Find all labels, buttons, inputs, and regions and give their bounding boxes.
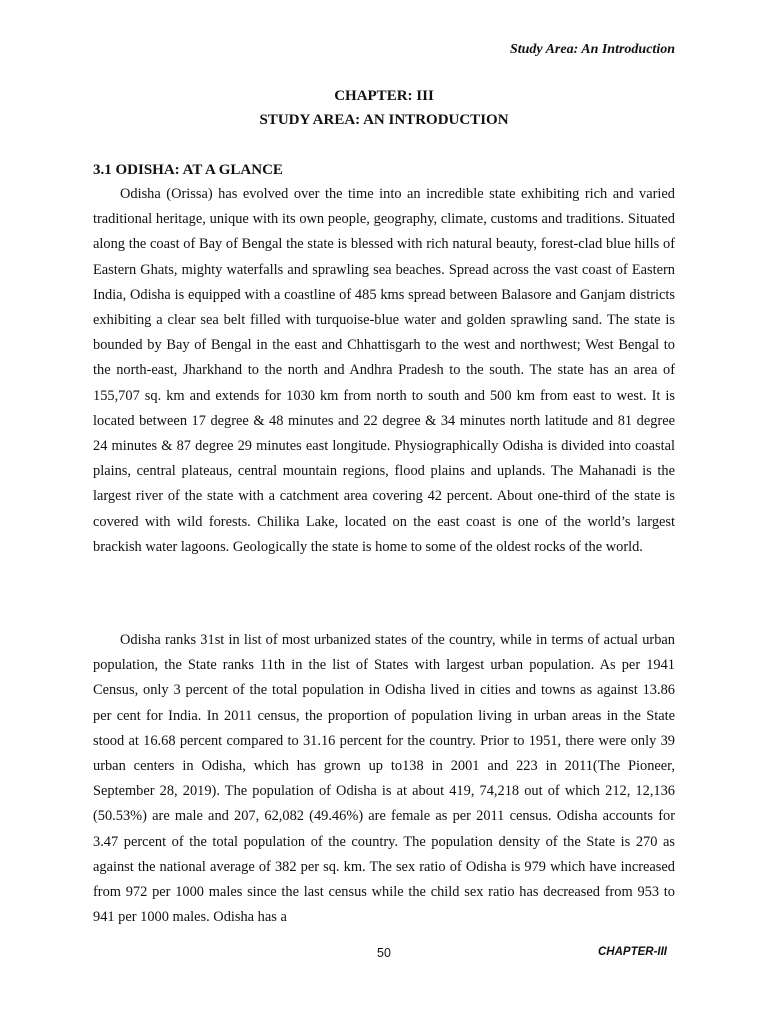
body-paragraph-2: Odisha ranks 31st in list of most urbanized states of the country, while in terms of actual urban population, the State ranks 11th in the list of States with largest urban population. As per 1941 Census, only 3 percent of the total population in Odisha lived in cities and towns as against 13.86 per cent for India. In 2011 census, the proportion of population living in urban areas in the State stood at 16.68 percent compared to 31.16 percent for the country. Prior to 1951, there were only 39 urban centers in Odisha, which has grown up to138 in 2001 and 223 in 2011(The Pioneer, September 28, 2019). The population of Odisha is at about 419, 74,218 out of which 212, 12,136 (50.53%) are male and 207, 62,082 (49.46%) are female as per 2011 census. Odisha accounts for 3.47 percent of the total population of the country. The population density of the State is 270 as against the national average of 382 per sq. km. The sex ratio of Odisha is 979 which have increased from 972 per 1000 males since the last census while the child sex ratio has decreased from 953 to 941 per 1000 males. Odisha has a xyxy=(93,632,675,926)
footer-chapter-label: CHAPTER-III xyxy=(598,946,667,958)
page-number: 50 xyxy=(377,946,391,960)
section-heading: 3.1 ODISHA: AT A GLANCE xyxy=(93,162,283,178)
running-header: Study Area: An Introduction xyxy=(509,42,675,57)
chapter-number: CHAPTER: III xyxy=(334,88,434,104)
body-paragraph-1: Odisha (Orissa) has evolved over the time into an incredible state exhibiting rich and varied traditional heritage, unique with its own people, geography, climate, customs and traditions. Situated along the coast of Bay of Bengal the state is blessed with rich natural beauty, forest-clad blue hills of Eastern Ghats, mighty waterfalls and sprawling sea beaches. Spread across the vast coast of Eastern India, Odisha is equipped with a coastline of 485 kms spread between Balasore and Ganjam districts exhibiting a clear sea belt filled with turquoise-blue water and golden sprawling sand. The state is bounded by Bay of Bengal in the east and Chhattisgarh to the west and northwest; West Bengal to the north-east, Jharkhand to the north and Andhra Pradesh to the south. The state has an area of 155,707 sq. km and extends for 1030 km from north to south and 500 km from east to west. It is located between 17 degree & 48 minutes and 22 degree & 34 minutes north latitude and 81 degree 24 minutes & 87 degree 29 minutes east longitude. Physiographically Odisha is divided into coastal plains, central plateaus, central mountain regions, flood plains and uplands. The Mahanadi is the largest river of the state with a catchment area covering 42 percent. About one-third of the state is covered with wild forests. Chilika Lake, located on the east coast is one of the world’s largest brackish water lagoons. Geologically the state is home to some of the oldest rocks of the world. xyxy=(93,186,675,555)
chapter-title: STUDY AREA: AN INTRODUCTION xyxy=(259,112,509,128)
